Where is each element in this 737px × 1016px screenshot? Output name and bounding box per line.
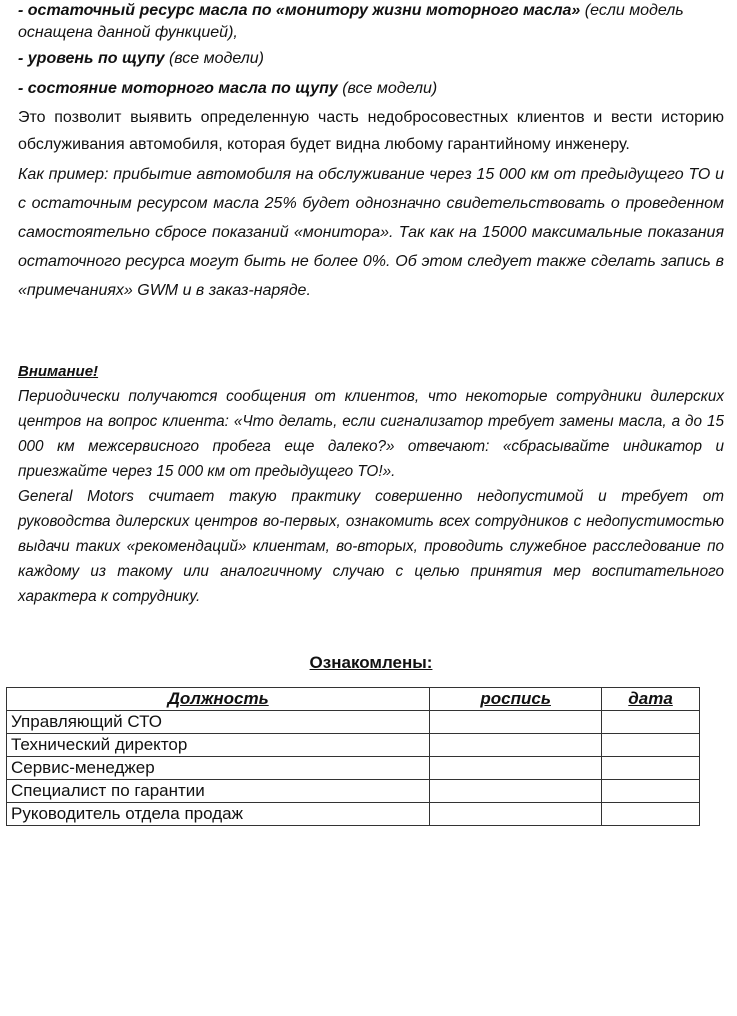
date-cell: [602, 757, 700, 780]
example-paragraph: Как пример: прибытие автомобиля на обслуживание через 15 000 км от предыдущего ТО и с остаточным ресурсом масла 25% будет однозначно свидетельствовать о проведенном самостоятельно сбросе показаний «монитора». Так как на 15000 максимальные показания остаточного ресурса могут быть не более 0%. Об этом следует также сделать запись в «примечаниях» GWM и в заказ-наряде.: [18, 166, 724, 299]
warning-title: Внимание!: [18, 363, 99, 380]
position-cell: Сервис-менеджер: [7, 757, 430, 780]
header-date: дата: [602, 688, 700, 711]
position-cell: Руководитель отдела продаж: [7, 803, 430, 826]
table-row: [7, 757, 700, 780]
signature-cell: [430, 734, 602, 757]
bullet-item: - состояние моторного масла по щупу (все модели): [18, 80, 438, 97]
paragraph: Это позволит выявить определенную часть недобросовестных клиентов и вести историю обслуживания автомобиля, которая будет видна любому гарантийному инженеру.: [18, 109, 724, 153]
signature-cell: [430, 711, 602, 734]
table-row: [7, 734, 700, 757]
date-cell: [602, 711, 700, 734]
table-row: [7, 711, 700, 734]
header-signature: роспись: [430, 688, 602, 711]
signature-cell: [430, 780, 602, 803]
warning-paragraph: Периодически получаются сообщения от клиентов, что некоторые сотрудники дилерских центров на вопрос клиента: «Что делать, если сигнализатор требует замены масла, а до 15 000 км межсервисного пробега еще далеко?» отвечают: «сбрасывайте индикатор и приезжайте через 15 000 км от предыдущего ТО!».: [18, 388, 724, 480]
header-position: Должность: [7, 688, 430, 711]
date-cell: [602, 780, 700, 803]
position-cell: Специалист по гарантии: [7, 780, 430, 803]
position-cell: Управляющий СТО: [7, 711, 430, 734]
position-cell: Технический директор: [7, 734, 430, 757]
date-cell: [602, 734, 700, 757]
bullet-item: - уровень по щупу (все модели): [18, 50, 264, 67]
date-cell: [602, 803, 700, 826]
table-header-row: [7, 688, 700, 711]
bullet-list: [18, 0, 724, 100]
document-page: [11, 0, 724, 826]
acknowledged-title: Ознакомлены:: [309, 653, 433, 672]
table-row: [7, 780, 700, 803]
warning-paragraph-2: General Motors считает такую практику совершенно недопустимой и требует от руководства дилерских центров во-первых, ознакомить всех сотрудников с недопустимостью выдачи таких «рекомендаций» клиентам, во-вторых, проводить служебное расследование по каждому из такому или аналогичному случаю с целью принятия мер воспитательного характера к сотруднику.: [18, 488, 724, 605]
table-row: [7, 803, 700, 826]
bullet-item: - остаточный ресурс масла по «монитору жизни моторного масла» (если модель оснащена данной функцией),: [18, 2, 684, 41]
signature-table: [6, 687, 700, 826]
signature-cell: [430, 757, 602, 780]
signature-cell: [430, 803, 602, 826]
